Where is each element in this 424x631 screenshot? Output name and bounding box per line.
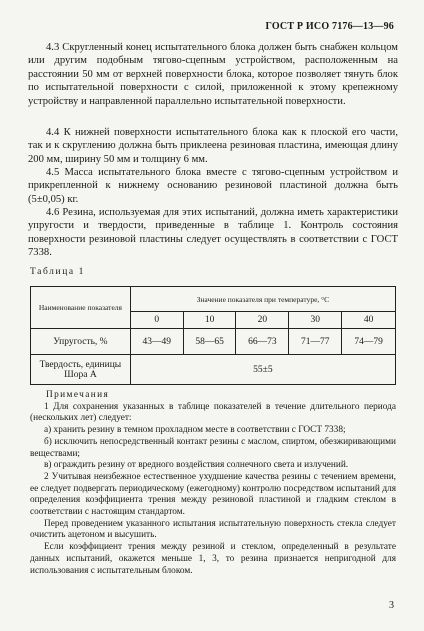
temp-cell: 10 [183, 312, 236, 329]
table-caption: Таблица 1 [30, 267, 86, 277]
temp-cell: 0 [130, 312, 183, 329]
note-item: 1 Для сохранения указанных в таблице показателей в течение длительного периода (нескольких лет) следует: [30, 401, 396, 424]
paragraph-4-6 [28, 206, 398, 260]
elasticity-value: 66—73 [236, 329, 289, 355]
notes-block [30, 390, 396, 577]
paragraph-4-3 [28, 41, 398, 108]
temp-cell: 40 [342, 312, 396, 329]
note-item: б) исключить непосредственный контакт резины с маслом, спиртом, обезжиривающими веществами; [30, 436, 396, 459]
page-number: 3 [389, 600, 394, 611]
note-item: Перед проведением указанного испытания испытательную поверхность стекла следует очистить ацетоном и высушить. [30, 518, 396, 541]
note-item: а) хранить резину в темном прохладном месте в соответствии с ГОСТ 7338; [44, 425, 346, 436]
note-item: 2 Учитывая неизбежное естественное ухудшение качества резины с течением времени, ее следует подвергать периодическому (ежегодному) контролю посредством испытаний для определения коэффициента трения между резиновой пластиной и гладким стеклом в соответствии с настоящим стандартом. [30, 471, 396, 518]
paragraph-4-5 [28, 166, 398, 206]
paragraph-text: 4.5 Масса испытательного блока вместе с тягово-сцепным устройством и прикрепленной к нижнему основанию резиновой пластиной должна быть (5±0,05) кг. [28, 167, 398, 205]
notes-heading: Примечания [46, 390, 110, 400]
elasticity-value: 74—79 [342, 329, 396, 355]
paragraph-text: 4.4 К нижней поверхности испытательного блока как к плоской его части, так и к скруглению должна быть приклеена резиновая пластина, имеющая длину 200 мм, ширину 50 мм и толщину 6 мм. [28, 127, 398, 165]
note-item: Если коэффициент трения между резиной и стеклом, определенный в результате данных испытаний, окажется меньше 1, 3, то резина признается непригодной для использования с испытательным блоком. [30, 542, 396, 576]
hardness-value: 55±5 [130, 355, 395, 385]
paragraph-4-4 [28, 126, 398, 166]
elasticity-value: 43—49 [130, 329, 183, 355]
paragraph-text: 4.6 Резина, используемая для этих испытаний, должна иметь характеристики упругости и твердости, приведенные в таблице 1. Контроль состояния поверхности резиновой пластины следует осуществлять в соответствии с ГОСТ 7338. [28, 207, 398, 259]
standard-header: ГОСТ Р ИСО 7176—13—96 [265, 21, 394, 32]
row-hardness-label: Твердость, единицы Шора А [31, 355, 131, 385]
properties-table [30, 286, 396, 385]
elasticity-value: 71—77 [289, 329, 342, 355]
row-elasticity-label: Упругость, % [31, 329, 131, 355]
header-temperature-group: Значение показателя при температуре, °С [130, 287, 395, 312]
header-indicator-name: Наименование показателя [31, 287, 131, 329]
temp-cell: 20 [236, 312, 289, 329]
temp-cell: 30 [289, 312, 342, 329]
note-item: в) ограждить резину от вредного воздействия солнечного света и излучений. [44, 460, 349, 471]
paragraph-text: 4.3 Скругленный конец испытательного блока должен быть снабжен кольцом или другим подобным тягово-сцепным устройством, расположенным на расстоянии 50 мм от верхней поверхности блока, которое позволяет тянуть блок по испытательной поверхности с силой, приложенной к этому крепежному устройству и направленной параллельно испытательной поверхности. [28, 42, 398, 107]
elasticity-value: 58—65 [183, 329, 236, 355]
